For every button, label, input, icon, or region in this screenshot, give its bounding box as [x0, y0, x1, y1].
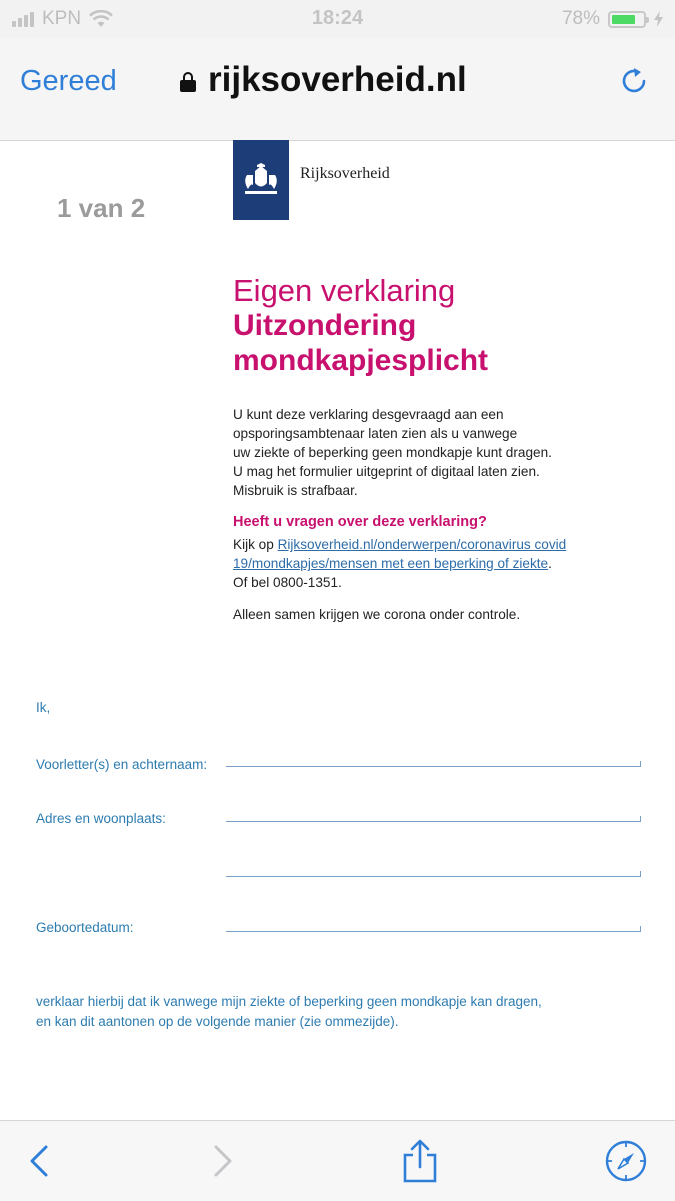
address-field-line-2[interactable] — [226, 871, 641, 877]
phone-text: Of bel 0800-1351. — [233, 575, 342, 590]
questions-suffix: . — [548, 556, 552, 571]
logo-wordmark: Rijksoverheid — [300, 165, 390, 182]
page-counter: 1 van 2 — [57, 193, 146, 223]
status-time: 18:24 — [311, 7, 364, 29]
name-label: Voorletter(s) en achternaam: — [36, 757, 208, 772]
url-text: rijksoverheid.nl — [208, 60, 467, 99]
safari-compass-icon[interactable] — [604, 1139, 648, 1183]
lock-icon — [180, 72, 196, 92]
info-link[interactable]: Rijksoverheid.nl/onderwerpen/coronavirus covid — [277, 537, 567, 552]
intro-line: opsporingsambtenaar laten zien als u vanwege — [233, 426, 518, 441]
intro-line: uw ziekte of beperking geen mondkapje kunt dragen. — [233, 445, 552, 460]
title-line-3: mondkapjesplicht — [233, 344, 489, 377]
done-button[interactable]: Gereed — [20, 65, 117, 97]
rijksoverheid-logo — [233, 140, 289, 220]
battery-info — [562, 8, 663, 30]
address-label: Adres en woonplaats: — [36, 811, 166, 826]
title-line-1: Eigen verklaring — [233, 273, 456, 308]
questions-prefix: Kijk op — [233, 537, 278, 552]
intro-line: U mag het formulier uitgeprint of digitaal laten zien. — [233, 464, 540, 479]
declaration-line: en kan dit aantonen op de volgende manier (zie ommezijde). — [36, 1014, 399, 1029]
reload-button[interactable] — [619, 66, 649, 96]
battery-percent: 78% — [561, 8, 600, 29]
url-display[interactable] — [180, 60, 467, 100]
back-icon[interactable] — [18, 1139, 62, 1183]
closing-line: Alleen samen krijgen we corona onder controle. — [233, 607, 521, 622]
intro-line: U kunt deze verklaring desgevraagd aan een — [233, 407, 504, 422]
battery-icon — [608, 11, 646, 28]
document-title — [233, 273, 488, 378]
ik-label: Ik, — [36, 700, 51, 715]
charging-bolt-icon — [654, 11, 663, 27]
address-field-line[interactable] — [226, 816, 641, 822]
questions-heading: Heeft u vragen over deze verklaring? — [233, 514, 487, 530]
coat-of-arms-icon — [239, 163, 283, 197]
birthdate-label: Geboortedatum: — [36, 920, 134, 935]
share-icon[interactable] — [398, 1139, 442, 1183]
declaration-text — [36, 992, 542, 1032]
title-line-2: Uitzondering — [233, 309, 417, 342]
bottom-toolbar — [0, 1120, 675, 1201]
info-link-cont[interactable]: 19/mondkapjes/mensen met een beperking of ziekte — [233, 556, 549, 571]
carrier-name: KPN — [42, 8, 82, 29]
status-bar — [0, 0, 675, 38]
birthdate-field-line[interactable] — [226, 926, 641, 932]
browser-nav-bar — [0, 38, 675, 141]
declaration-line: verklaar hierbij dat ik vanwege mijn ziekte of beperking geen mondkapje kan dragen, — [36, 994, 542, 1009]
intro-paragraph — [233, 405, 633, 500]
name-field-line[interactable] — [226, 761, 641, 767]
questions-body — [233, 535, 653, 592]
intro-line: Misbruik is strafbaar. — [233, 483, 358, 498]
forward-icon[interactable] — [200, 1139, 244, 1183]
